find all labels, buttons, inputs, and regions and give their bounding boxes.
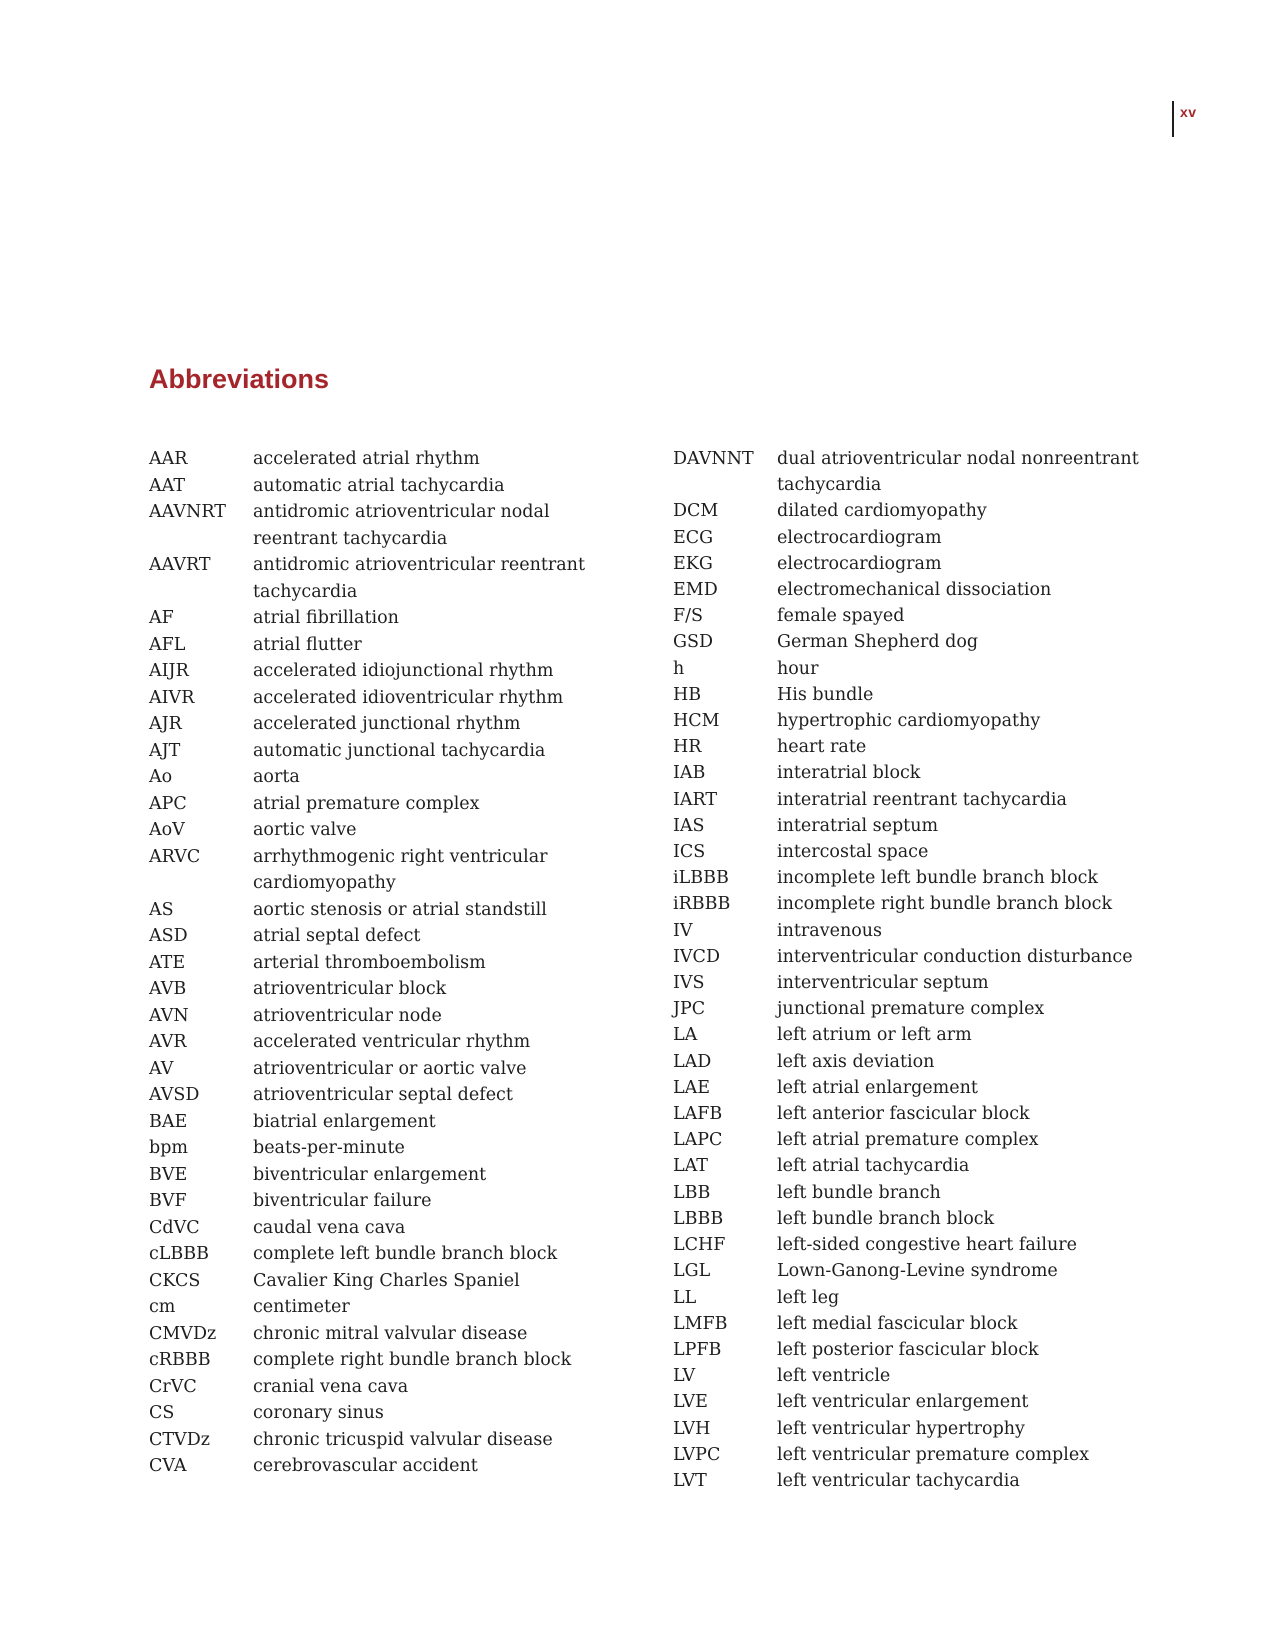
abbreviation-term: LVPC [673,1444,721,1465]
abbreviation-entry [673,1153,1153,1179]
abbreviation-entry [149,1347,629,1374]
abbreviation-term: CrVC [149,1376,197,1397]
abbreviation-entry [149,1241,629,1268]
abbreviation-entry [149,1082,629,1109]
abbreviation-entry [149,632,629,659]
abbreviation-term: IV [673,920,693,941]
abbreviation-entry [673,787,1153,813]
abbreviation-entry [149,1400,629,1427]
abbreviation-entry [673,996,1153,1022]
abbreviation-term: HR [673,737,702,758]
abbreviation-term: AAVRT [149,555,211,575]
abbreviation-term: Ao [149,767,173,787]
abbreviation-definition: chronic mitral valvular disease [253,1323,528,1344]
abbreviation-entry [149,897,629,924]
abbreviation-entry [149,764,629,791]
abbreviation-term: ARVC [149,846,201,867]
abbreviation-term: CS [149,1403,175,1423]
abbreviation-term: AJT [149,740,181,761]
abbreviation-definition: left atrium or left arm [777,1025,972,1046]
abbreviation-entry [673,1022,1153,1048]
abbreviation-entry [673,970,1153,996]
abbreviation-entry [673,760,1153,786]
abbreviation-entry [149,473,629,500]
abbreviation-term: h [673,658,685,679]
abbreviation-definition: left bundle branch [777,1182,941,1203]
abbreviation-definition: intercostal space [777,842,929,863]
abbreviation-definition: atrioventricular septal defect [253,1085,513,1105]
abbreviation-term: LAFB [673,1104,723,1125]
abbreviation-entry [149,1321,629,1348]
abbreviation-entry [673,1232,1153,1258]
abbreviation-entry [673,865,1153,891]
abbreviation-term: AAT [149,475,185,496]
abbreviation-entry [673,446,1153,498]
abbreviation-entry [673,656,1153,682]
abbreviation-entry [149,844,629,897]
abbreviation-definition: left atrial premature complex [777,1130,1039,1151]
abbreviation-entry [673,1363,1153,1389]
abbreviation-definition: centimeter [253,1297,350,1317]
abbreviation-term: ECG [673,527,714,548]
abbreviation-entry [149,817,629,844]
abbreviation-definition: hour [777,658,819,679]
abbreviation-definition: left atrial tachycardia [777,1156,970,1177]
abbreviation-definition: left ventricular tachycardia [777,1470,1020,1491]
abbreviation-definition: atrial premature complex [253,793,480,814]
abbreviation-definition: female spayed [777,606,905,627]
abbreviation-entry [149,605,629,632]
abbreviation-entry [673,1285,1153,1311]
abbreviation-term: AVB [149,979,187,999]
abbreviation-term: LA [673,1025,698,1046]
abbreviation-term: JPC [673,999,706,1020]
abbreviation-list-right [673,446,1153,1494]
abbreviation-definition: electrocardiogram [777,527,942,548]
abbreviation-term: AJR [149,714,182,734]
abbreviation-definition: left medial fascicular block [777,1313,1018,1334]
abbreviation-definition: Lown-Ganong-Levine syndrome [777,1261,1058,1282]
abbreviation-definition: aorta [253,767,300,787]
abbreviation-entry [149,711,629,738]
abbreviation-entry [673,944,1153,970]
abbreviation-definition: biatrial enlargement [253,1111,436,1132]
abbreviation-term: IAB [673,763,706,784]
abbreviation-entry [149,1188,629,1215]
abbreviation-term: LGL [673,1261,711,1282]
abbreviation-term: cRBBB [149,1350,211,1370]
abbreviation-term: LV [673,1366,696,1387]
abbreviation-term: LVH [673,1418,711,1439]
abbreviation-term: AS [149,899,174,920]
abbreviation-definition: left ventricle [777,1366,891,1387]
abbreviation-term: AAVNRT [149,502,226,522]
abbreviation-entry [149,685,629,712]
abbreviation-term: DCM [673,501,719,522]
abbreviation-definition: biventricular enlargement [253,1164,487,1185]
abbreviation-term: cm [149,1297,176,1317]
abbreviation-definition: accelerated junctional rhythm [253,714,521,734]
abbreviation-entry [673,1442,1153,1468]
abbreviation-entry [149,923,629,950]
abbreviation-definition: dilated cardiomyopathy [777,501,987,522]
abbreviation-term: EKG [673,553,713,574]
abbreviation-entry [673,1468,1153,1494]
abbreviation-entry [673,918,1153,944]
abbreviation-term: AVR [149,1032,187,1052]
abbreviation-term: AIVR [149,687,195,708]
abbreviation-entry [673,1075,1153,1101]
abbreviation-definition: left-sided congestive heart failure [777,1235,1077,1256]
abbreviation-term: LBBB [673,1208,724,1229]
abbreviation-entry [149,1427,629,1454]
abbreviation-term: CKCS [149,1270,201,1291]
abbreviation-term: AVN [149,1005,189,1026]
abbreviation-term: BVE [149,1164,188,1185]
abbreviation-definition: cranial vena cava [253,1376,409,1397]
abbreviation-term: BAE [149,1111,188,1132]
abbreviation-entry [673,1049,1153,1075]
abbreviation-term: BVF [149,1191,187,1211]
abbreviation-definition: accelerated atrial rhythm [253,449,480,469]
abbreviation-term: bpm [149,1138,188,1158]
abbreviation-term: LCHF [673,1235,726,1256]
abbreviation-term: IAS [673,815,705,836]
abbreviation-term: CVA [149,1456,187,1476]
abbreviation-definition: junctional premature complex [777,999,1045,1020]
abbreviation-term: GSD [673,632,713,653]
abbreviation-definition: left atrial enlargement [777,1077,978,1098]
abbreviation-definition: His bundle [777,684,874,705]
abbreviation-definition: automatic atrial tachycardia [253,475,505,496]
abbreviation-term: ICS [673,842,706,863]
abbreviation-entry [149,1294,629,1321]
abbreviation-entry [673,891,1153,917]
abbreviation-entry [673,1389,1153,1415]
abbreviation-definition: arrhythmogenic right ventricular cardiomyopathy [253,846,548,893]
abbreviation-definition: interventricular septum [777,973,989,994]
abbreviation-entry [673,1101,1153,1127]
abbreviation-entry [673,1180,1153,1206]
abbreviation-definition: heart rate [777,737,867,758]
abbreviation-entry [149,1268,629,1295]
abbreviation-term: IART [673,789,718,810]
abbreviation-entry [149,1056,629,1083]
abbreviation-definition: aortic valve [253,820,357,840]
abbreviation-definition: accelerated ventricular rhythm [253,1032,531,1052]
abbreviation-term: cLBBB [149,1244,210,1264]
abbreviation-term: AoV [149,820,185,840]
abbreviation-definition: accelerated idioventricular rhythm [253,687,564,708]
abbreviation-definition: atrioventricular node [253,1005,442,1026]
page-title: Abbreviations [149,364,330,394]
abbreviation-definition: left ventricular premature complex [777,1444,1090,1465]
abbreviation-entry [149,976,629,1003]
abbreviation-definition: left ventricular hypertrophy [777,1418,1025,1439]
abbreviation-definition: atrial flutter [253,634,362,655]
abbreviation-term: iLBBB [673,868,729,889]
abbreviation-term: AFL [149,634,186,655]
abbreviation-term: F/S [673,606,704,627]
abbreviation-term: LPFB [673,1339,722,1360]
abbreviation-definition: electrocardiogram [777,553,942,574]
abbreviation-term: AF [149,608,174,628]
abbreviation-term: CdVC [149,1217,200,1238]
abbreviation-definition: Cavalier King Charles Spaniel [253,1270,520,1291]
abbreviation-entry [673,813,1153,839]
abbreviation-definition: incomplete right bundle branch block [777,894,1113,915]
abbreviation-entry [673,1416,1153,1442]
abbreviation-entry [149,1109,629,1136]
abbreviation-entry [673,734,1153,760]
abbreviation-term: iRBBB [673,894,731,915]
abbreviation-definition: complete right bundle branch block [253,1350,572,1370]
abbreviation-definition: biventricular failure [253,1191,432,1211]
abbreviation-entry [149,1029,629,1056]
abbreviation-term: EMD [673,580,718,601]
abbreviation-definition: hypertrophic cardiomyopathy [777,711,1041,732]
abbreviation-entry [149,499,629,552]
abbreviation-term: ASD [149,926,188,946]
abbreviation-definition: left axis deviation [777,1051,935,1072]
abbreviation-term: HB [673,684,702,705]
abbreviation-entry [149,1003,629,1030]
abbreviation-definition: atrial fibrillation [253,608,399,628]
abbreviation-term: LAE [673,1077,711,1098]
abbreviation-term: IVCD [673,946,720,967]
abbreviation-term: AAR [149,449,188,469]
abbreviation-term: IVS [673,973,705,994]
abbreviation-entry [149,1135,629,1162]
abbreviation-entry [673,603,1153,629]
abbreviation-entry [149,791,629,818]
abbreviation-entry [149,738,629,765]
abbreviation-entry [673,839,1153,865]
abbreviation-definition: caudal vena cava [253,1217,406,1238]
abbreviation-list-left [149,446,629,1480]
abbreviation-entry [673,682,1153,708]
abbreviation-definition: atrial septal defect [253,926,421,946]
abbreviation-definition: coronary sinus [253,1403,384,1423]
abbreviation-entry [673,1206,1153,1232]
abbreviation-definition: interatrial reentrant tachycardia [777,789,1067,810]
abbreviation-entry [673,498,1153,524]
abbreviation-definition: arterial thromboembolism [253,952,486,973]
abbreviation-definition: dual atrioventricular nodal nonreentrant tachycardia [777,449,1139,496]
abbreviation-term: LMFB [673,1313,728,1334]
abbreviation-definition: left ventricular enlargement [777,1392,1029,1413]
abbreviation-definition: antidromic atrioventricular nodal reentrant tachycardia [253,502,550,549]
page-number: xv [1180,104,1197,120]
abbreviation-definition: atrioventricular block [253,979,447,999]
abbreviation-term: AIJR [149,661,189,681]
abbreviation-term: AV [149,1058,174,1079]
page-number-rule [1172,101,1174,137]
abbreviation-term: DAVNNT [673,449,754,469]
abbreviation-entry [149,1453,629,1480]
abbreviation-definition: automatic junctional tachycardia [253,740,546,761]
abbreviation-entry [673,525,1153,551]
abbreviation-term: LAD [673,1051,712,1072]
abbreviation-term: LVT [673,1470,707,1491]
abbreviation-definition: chronic tricuspid valvular disease [253,1429,553,1450]
abbreviation-definition: left posterior fascicular block [777,1339,1039,1360]
abbreviation-entry [673,1127,1153,1153]
abbreviation-entry [149,1374,629,1401]
abbreviation-entry [149,1162,629,1189]
abbreviation-entry [673,708,1153,734]
abbreviation-definition: complete left bundle branch block [253,1244,558,1264]
abbreviation-entry [149,1215,629,1242]
abbreviation-definition: interventricular conduction disturbance [777,946,1133,967]
abbreviation-definition: antidromic atrioventricular reentrant tachycardia [253,555,585,602]
abbreviation-entry [149,446,629,473]
abbreviation-definition: accelerated idiojunctional rhythm [253,661,554,681]
abbreviation-definition: German Shepherd dog [777,632,979,653]
abbreviation-definition: intravenous [777,920,882,941]
abbreviation-term: LBB [673,1182,711,1203]
abbreviation-entry [673,1311,1153,1337]
abbreviation-entry [673,551,1153,577]
abbreviation-entry [149,552,629,605]
abbreviation-definition: left anterior fascicular block [777,1104,1030,1125]
abbreviation-definition: interatrial block [777,763,921,784]
abbreviation-definition: interatrial septum [777,815,939,836]
abbreviation-definition: electromechanical dissociation [777,580,1052,601]
abbreviation-definition: atrioventricular or aortic valve [253,1058,527,1079]
abbreviation-term: CMVDz [149,1323,217,1344]
abbreviation-definition: cerebrovascular accident [253,1456,478,1476]
abbreviation-term: LAT [673,1156,708,1177]
abbreviation-definition: beats-per-minute [253,1138,405,1158]
abbreviation-definition: incomplete left bundle branch block [777,868,1099,889]
abbreviation-definition: left leg [777,1287,840,1308]
abbreviation-term: AVSD [149,1085,200,1105]
abbreviation-entry [673,1337,1153,1363]
abbreviation-entry [149,950,629,977]
abbreviation-term: APC [149,793,187,814]
abbreviation-entry [673,629,1153,655]
abbreviation-term: LVE [673,1392,708,1413]
abbreviation-definition: aortic stenosis or atrial standstill [253,899,547,920]
abbreviation-entry [673,1258,1153,1284]
abbreviation-term: ATE [149,952,186,973]
abbreviation-term: LAPC [673,1130,723,1151]
abbreviation-entry [149,658,629,685]
abbreviation-entry [673,577,1153,603]
abbreviation-term: HCM [673,711,720,732]
abbreviation-definition: left bundle branch block [777,1208,995,1229]
abbreviation-term: LL [673,1287,697,1308]
abbreviation-term: CTVDz [149,1429,210,1450]
